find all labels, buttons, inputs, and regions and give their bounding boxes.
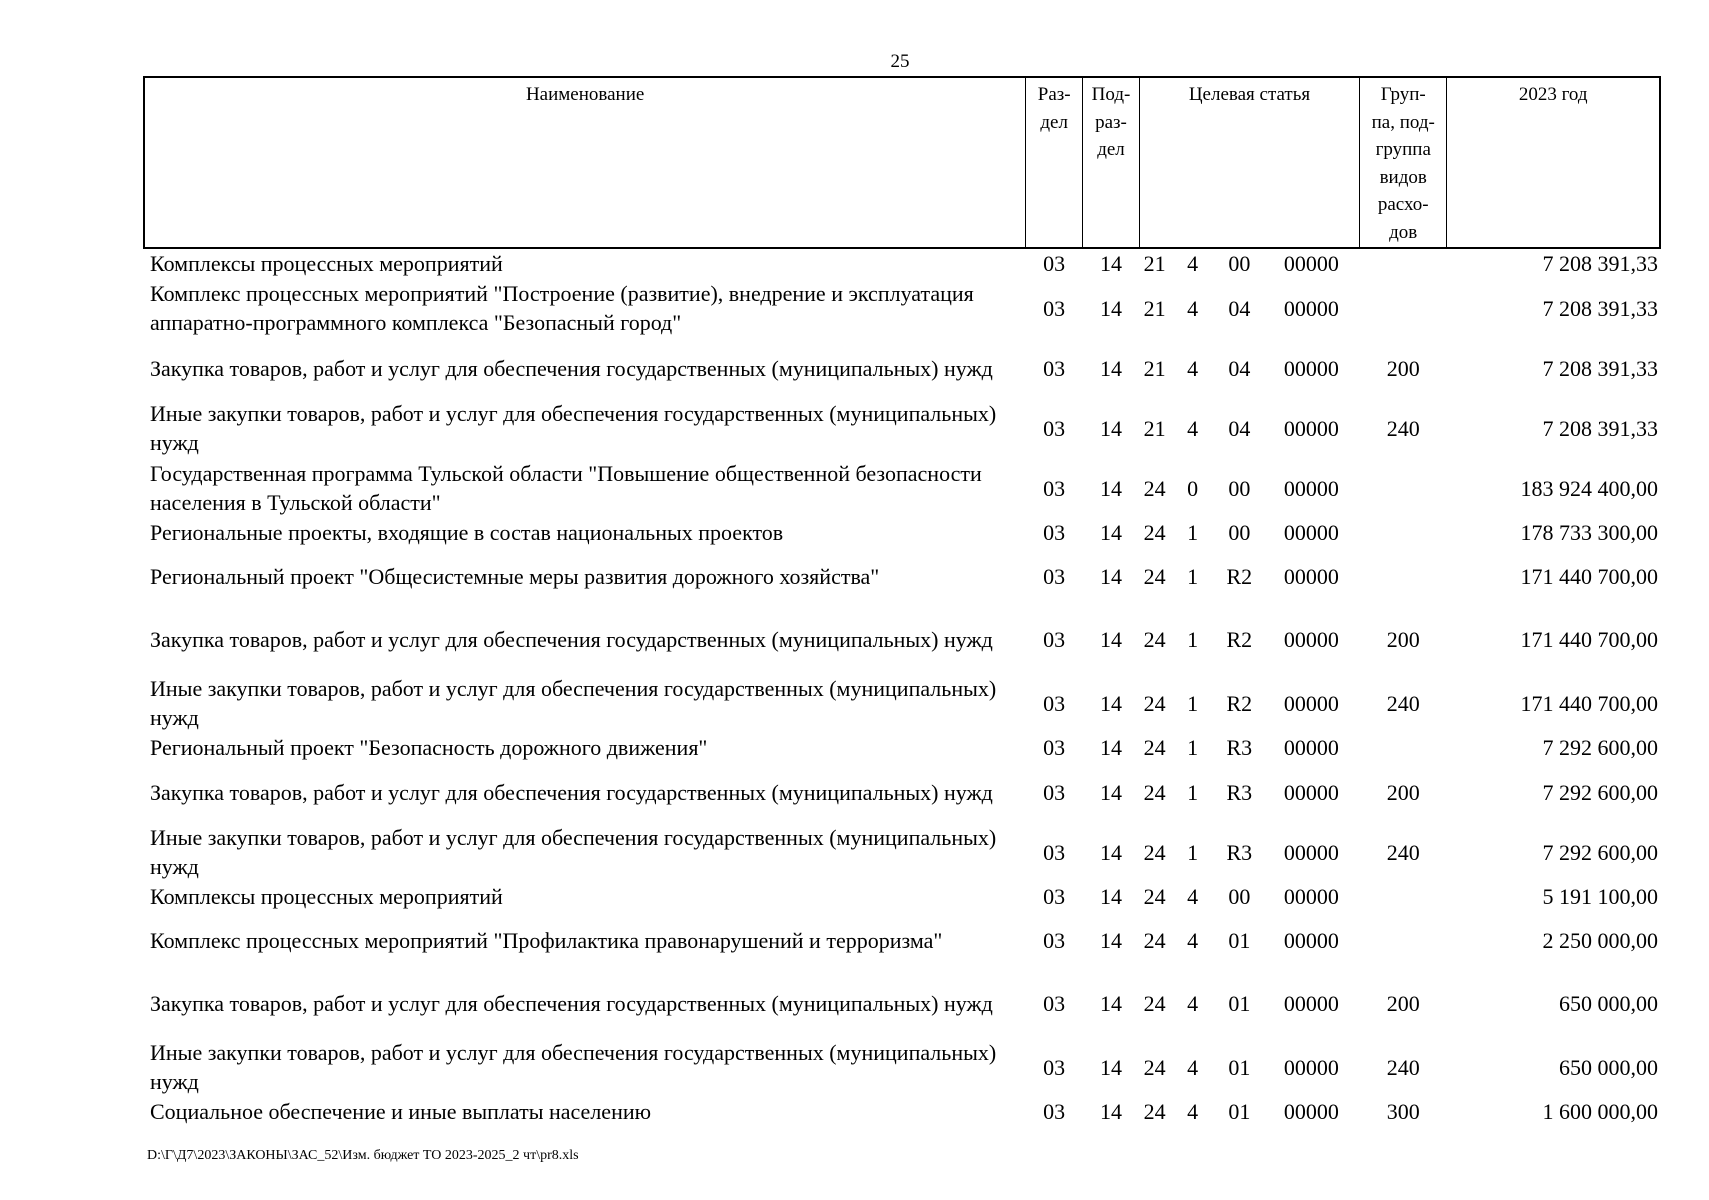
- cell-name: Закупка товаров, работ и услуг для обеспечения государственных (муниципальных) нужд: [150, 779, 993, 805]
- cell-t1: 24: [1143, 1099, 1166, 1124]
- table-row: [144, 969, 1660, 1037]
- cell-razdel: 03: [1043, 355, 1066, 381]
- cell-t1: 24: [1143, 520, 1166, 545]
- cell-t3: R2: [1226, 690, 1253, 716]
- cell-podrazdel: 14: [1099, 355, 1122, 381]
- cell-name: Иные закупки товаров, работ и услуг для обеспечения государственных (муниципальных) нужд: [150, 1040, 997, 1094]
- cell-name: Региональные проекты, входящие в состав национальных проектов: [150, 520, 784, 545]
- cell-t2: 1: [1187, 690, 1199, 716]
- cell-razdel: 03: [1043, 1054, 1066, 1080]
- cell-t3: R2: [1226, 626, 1253, 652]
- cell-t2: 4: [1187, 415, 1199, 441]
- cell-sum: 650 000,00: [1559, 1054, 1658, 1080]
- cell-sum: 5 191 100,00: [1542, 884, 1658, 909]
- cell-t3: 00: [1228, 884, 1251, 909]
- cell-razdel: 03: [1043, 927, 1066, 953]
- table-row: [144, 673, 1660, 733]
- cell-t3: 01: [1228, 990, 1251, 1016]
- cell-t1: 24: [1143, 779, 1166, 805]
- table-row: [144, 398, 1660, 458]
- cell-podrazdel: 14: [1099, 626, 1122, 652]
- cell-t1: 24: [1143, 990, 1166, 1016]
- cell-t2: 0: [1187, 475, 1199, 501]
- cell-t2: 4: [1187, 1099, 1199, 1124]
- table-row: [144, 518, 1660, 547]
- header-target: Целевая статья: [1139, 77, 1359, 248]
- cell-razdel: 03: [1043, 839, 1066, 865]
- cell-t1: 24: [1143, 839, 1166, 865]
- cell-t1: 24: [1143, 626, 1166, 652]
- cell-t2: 1: [1187, 520, 1199, 545]
- cell-podrazdel: 14: [1099, 927, 1122, 953]
- cell-razdel: 03: [1043, 295, 1066, 321]
- cell-sum: 7 292 600,00: [1542, 779, 1658, 805]
- cell-group: [1360, 278, 1447, 338]
- budget-table: [143, 76, 1661, 1126]
- cell-sum: 7 208 391,33: [1542, 295, 1658, 321]
- cell-name: Комплекс процессных мероприятий "Профилактика правонарушений и терроризма": [150, 927, 943, 953]
- cell-sum: 171 440 700,00: [1520, 563, 1658, 589]
- header-podrazdel: Под- раз- дел: [1083, 77, 1140, 248]
- cell-t2: 4: [1187, 884, 1199, 909]
- cell-t2: 4: [1187, 295, 1199, 321]
- cell-sum: 650 000,00: [1559, 990, 1658, 1016]
- cell-t1: 21: [1143, 251, 1166, 276]
- cell-razdel: 03: [1043, 251, 1066, 276]
- cell-group: 200: [1386, 779, 1420, 805]
- cell-t1: 24: [1143, 884, 1166, 909]
- cell-t4: 00000: [1283, 779, 1339, 805]
- cell-t3: 04: [1228, 355, 1251, 381]
- cell-t4: 00000: [1283, 415, 1339, 441]
- cell-t3: 00: [1228, 251, 1251, 276]
- cell-group: 240: [1386, 415, 1420, 441]
- cell-name: Комплекс процессных мероприятий "Построение (развитие), внедрение и эксплуатация аппаратно-программного комплекса "Безопасный город": [150, 281, 974, 335]
- page-number: 25: [890, 51, 910, 72]
- cell-sum: 183 924 400,00: [1520, 475, 1658, 501]
- cell-podrazdel: 14: [1099, 779, 1122, 805]
- table-row: [144, 733, 1660, 762]
- table-row: [144, 338, 1660, 398]
- table-row: [144, 547, 1660, 605]
- cell-t3: R2: [1226, 563, 1253, 589]
- cell-t4: 00000: [1283, 1099, 1339, 1124]
- cell-t4: 00000: [1283, 839, 1339, 865]
- cell-t1: 21: [1143, 415, 1166, 441]
- cell-name: Региональный проект "Общесистемные меры развития дорожного хозяйства": [150, 563, 880, 589]
- cell-t3: R3: [1226, 779, 1253, 805]
- cell-razdel: 03: [1043, 520, 1066, 545]
- cell-sum: 2 250 000,00: [1542, 927, 1658, 953]
- table-row: [144, 822, 1660, 882]
- cell-t4: 00000: [1283, 251, 1339, 276]
- cell-t1: 21: [1143, 295, 1166, 321]
- cell-sum: 171 440 700,00: [1520, 690, 1658, 716]
- cell-podrazdel: 14: [1099, 475, 1122, 501]
- cell-t1: 24: [1143, 690, 1166, 716]
- cell-t2: 4: [1187, 1054, 1199, 1080]
- cell-podrazdel: 14: [1099, 251, 1122, 276]
- cell-t3: R3: [1226, 735, 1253, 760]
- cell-razdel: 03: [1043, 735, 1066, 760]
- cell-podrazdel: 14: [1099, 415, 1122, 441]
- cell-sum: 7 292 600,00: [1542, 735, 1658, 760]
- cell-t2: 4: [1187, 927, 1199, 953]
- cell-t3: 04: [1228, 415, 1251, 441]
- cell-group: 240: [1386, 1054, 1420, 1080]
- cell-sum: 178 733 300,00: [1520, 520, 1658, 545]
- cell-name: Государственная программа Тульской области "Повышение общественной безопасности населения в Тульской области": [150, 461, 982, 515]
- cell-razdel: 03: [1043, 563, 1066, 589]
- cell-sum: 171 440 700,00: [1520, 626, 1658, 652]
- table-body: [144, 248, 1660, 1126]
- cell-podrazdel: 14: [1099, 690, 1122, 716]
- cell-name: Иные закупки товаров, работ и услуг для обеспечения государственных (муниципальных) нужд: [150, 825, 997, 879]
- cell-razdel: 03: [1043, 990, 1066, 1016]
- cell-t3: 04: [1228, 295, 1251, 321]
- cell-podrazdel: 14: [1099, 1054, 1122, 1080]
- cell-t3: 01: [1228, 1054, 1251, 1080]
- cell-podrazdel: 14: [1099, 735, 1122, 760]
- cell-name: Закупка товаров, работ и услуг для обеспечения государственных (муниципальных) нужд: [150, 990, 993, 1016]
- cell-t2: 4: [1187, 990, 1199, 1016]
- cell-t3: R3: [1226, 839, 1253, 865]
- cell-group: [1360, 547, 1447, 605]
- cell-podrazdel: 14: [1099, 884, 1122, 909]
- cell-group: 300: [1386, 1099, 1420, 1124]
- header-group: Груп- па, под- группа видов расхо- дов: [1360, 77, 1447, 248]
- cell-name: Комплексы процессных мероприятий: [150, 884, 503, 909]
- cell-t2: 1: [1187, 779, 1199, 805]
- cell-name: Региональный проект "Безопасность дорожного движения": [150, 735, 708, 760]
- cell-group: [1360, 458, 1447, 518]
- cell-group: 200: [1386, 626, 1420, 652]
- cell-t1: 24: [1143, 475, 1166, 501]
- cell-podrazdel: 14: [1099, 1099, 1122, 1124]
- cell-sum: 7 292 600,00: [1542, 839, 1658, 865]
- cell-razdel: 03: [1043, 690, 1066, 716]
- cell-razdel: 03: [1043, 415, 1066, 441]
- cell-razdel: 03: [1043, 1099, 1066, 1124]
- cell-podrazdel: 14: [1099, 520, 1122, 545]
- table-row: [144, 248, 1660, 278]
- cell-podrazdel: 14: [1099, 839, 1122, 865]
- table-row: [144, 911, 1660, 969]
- cell-sum: 1 600 000,00: [1542, 1099, 1658, 1124]
- cell-t1: 24: [1143, 735, 1166, 760]
- cell-t2: 1: [1187, 626, 1199, 652]
- cell-podrazdel: 14: [1099, 990, 1122, 1016]
- cell-t2: 4: [1187, 355, 1199, 381]
- cell-group: 200: [1386, 355, 1420, 381]
- table-row: [144, 278, 1660, 338]
- cell-t4: 00000: [1283, 990, 1339, 1016]
- header-sum: 2023 год: [1447, 77, 1660, 248]
- cell-group: [1360, 248, 1447, 278]
- cell-group: [1360, 882, 1447, 911]
- cell-t4: 00000: [1283, 884, 1339, 909]
- cell-t4: 00000: [1283, 355, 1339, 381]
- cell-t3: 01: [1228, 1099, 1251, 1124]
- cell-t3: 00: [1228, 475, 1251, 501]
- cell-name: Иные закупки товаров, работ и услуг для обеспечения государственных (муниципальных) нужд: [150, 401, 997, 455]
- cell-t4: 00000: [1283, 626, 1339, 652]
- cell-group: 240: [1386, 690, 1420, 716]
- cell-razdel: 03: [1043, 626, 1066, 652]
- cell-name: Иные закупки товаров, работ и услуг для обеспечения государственных (муниципальных) нужд: [150, 676, 997, 730]
- cell-name: Социальное обеспечение и иные выплаты населению: [150, 1099, 652, 1124]
- cell-t4: 00000: [1283, 690, 1339, 716]
- cell-t4: 00000: [1283, 475, 1339, 501]
- cell-name: Комплексы процессных мероприятий: [150, 251, 503, 276]
- cell-razdel: 03: [1043, 475, 1066, 501]
- cell-razdel: 03: [1043, 779, 1066, 805]
- cell-t3: 00: [1228, 520, 1251, 545]
- cell-t2: 1: [1187, 563, 1199, 589]
- table-row: [144, 458, 1660, 518]
- cell-sum: 7 208 391,33: [1542, 251, 1658, 276]
- footer-file-path: D:\Г\Д7\2023\ЗАКОНЫ\ЗАС_52\Изм. бюджет ТО 2023-2025_2 чт\pr8.xls: [147, 1148, 579, 1163]
- cell-t4: 00000: [1283, 927, 1339, 953]
- table-row: [144, 1097, 1660, 1126]
- table-row: [144, 762, 1660, 822]
- cell-name: Закупка товаров, работ и услуг для обеспечения государственных (муниципальных) нужд: [150, 355, 993, 381]
- table-row: [144, 605, 1660, 673]
- cell-t1: 21: [1143, 355, 1166, 381]
- header-name: Наименование: [144, 77, 1026, 248]
- cell-sum: 7 208 391,33: [1542, 415, 1658, 441]
- cell-t1: 24: [1143, 927, 1166, 953]
- cell-t4: 00000: [1283, 563, 1339, 589]
- cell-t3: 01: [1228, 927, 1251, 953]
- cell-t2: 1: [1187, 735, 1199, 760]
- cell-group: [1360, 733, 1447, 762]
- table-row: [144, 882, 1660, 911]
- cell-podrazdel: 14: [1099, 563, 1122, 589]
- cell-razdel: 03: [1043, 884, 1066, 909]
- cell-podrazdel: 14: [1099, 295, 1122, 321]
- cell-sum: 7 208 391,33: [1542, 355, 1658, 381]
- cell-t4: 00000: [1283, 1054, 1339, 1080]
- cell-t4: 00000: [1283, 520, 1339, 545]
- cell-group: [1360, 518, 1447, 547]
- cell-t2: 1: [1187, 839, 1199, 865]
- cell-t4: 00000: [1283, 735, 1339, 760]
- table-header: [144, 77, 1660, 248]
- cell-group: 200: [1386, 990, 1420, 1016]
- cell-group: 240: [1386, 839, 1420, 865]
- cell-t1: 24: [1143, 563, 1166, 589]
- cell-t1: 24: [1143, 1054, 1166, 1080]
- header-razdel: Раз- дел: [1026, 77, 1083, 248]
- cell-group: [1360, 911, 1447, 969]
- cell-name: Закупка товаров, работ и услуг для обеспечения государственных (муниципальных) нужд: [150, 626, 993, 652]
- table-row: [144, 1037, 1660, 1097]
- cell-t2: 4: [1187, 251, 1199, 276]
- cell-t4: 00000: [1283, 295, 1339, 321]
